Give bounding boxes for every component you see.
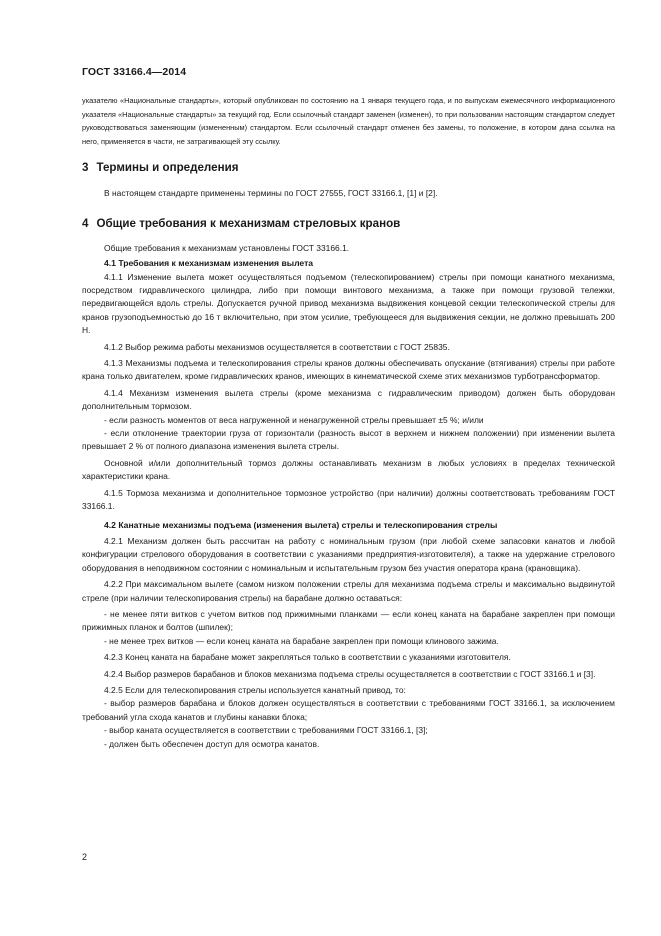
section-4-intro: Общие требования к механизмам установлены ГОСТ 33166.1. <box>104 242 350 253</box>
continuation-paragraph: указателю «Национальные стандарты», который опубликован по состоянию на 1 января текущего года, и по выпускам ежемесячного информационного указателя «Национальные стандарты» за текущий год. Если ссылочный стандарт заменен (изменен), то при пользовании настоящим стандартом следует руководствоваться заменяющим (измененным) стандартом. Если ссылочный стандарт отменен без замены, то положение, в котором дана ссылка на него, применяется в части, не затрагивающей эту ссылку. <box>82 96 615 146</box>
section-3-title: Термины и определения <box>96 161 239 175</box>
subsection-4-2-heading: 4.2 Канатные механизмы подъема (изменения вылета) стрелы и телескопирования стрелы <box>104 519 498 530</box>
clause-4-1-4-bullet-1: - если разность моментов от веса нагруженной и ненагруженной стрелы превышает ±5 %; и/или <box>104 414 484 425</box>
clause-4-1-2: 4.1.2 Выбор режима работы механизмов осуществляется в соответствии с ГОСТ 25835. <box>104 341 450 352</box>
clause-4-1-4: 4.1.4 Механизм изменения вылета стрелы (кроме механизма с гидравлическим приводом) должен быть оборудован дополнительным тормозом. <box>82 387 615 412</box>
page-header-standard-id: ГОСТ 33166.4—2014 <box>82 66 187 78</box>
section-4-title: Общие требования к механизмам стреловых кранов <box>96 216 401 230</box>
clause-4-2-2-bullet-2: - не менее трех витков — если конец каната на барабане закреплен при помощи клинового зажима. <box>104 635 499 646</box>
section-3-heading <box>82 161 615 174</box>
clause-4-1-1: 4.1.1 Изменение вылета может осуществляться подъемом (телескопированием) стрелы при помощи канатного механизма, посредством гидравлического цилиндра, либо при помощи винтового механизма, а также при помощи грузовой тележки, передвигающейся вдоль стрелы. Допускается ручной привод механизма выдвижения концевой секции телескопической стрелы для кранов грузоподъемностью до 16 т включительно, при этом усилие, требующееся для выдвижения секции, не должно превышать 200 Н. <box>82 271 615 336</box>
section-4-heading <box>82 217 615 230</box>
page-number: 2 <box>82 852 88 862</box>
subsection-4-1-heading: 4.1 Требования к механизмам изменения вылета <box>104 258 314 269</box>
clause-4-2-3: 4.2.3 Конец каната на барабане может закрепляться только в соответствии с указаниями изготовителя. <box>104 652 511 663</box>
clause-4-2-1: 4.2.1 Механизм должен быть рассчитан на работу с номинальным грузом (при любой схеме запасовки канатов и любой конфигурации стрелового оборудования в соответствии с указаниями предприятия-изготовителя), а также на удержание стрелового оборудования в неподвижном состоянии с номинальным и испытательным грузом без участия оператора крана (крановщика). <box>82 535 615 573</box>
clause-4-1-4-bullet-2: - если отклонение траектории груза от горизонтали (разность высот в верхнем и нижнем положении) при изменении вылета превышает 2 % от полного диапазона изменения вылета стрелы. <box>82 428 615 452</box>
section-4-number: 4 <box>82 216 89 230</box>
clause-4-1-3: 4.1.3 Механизмы подъема и телескопирования стрелы кранов должны обеспечивать опускание (втягивания) стрелы при работе крана только двигателем, кроме гидравлических кранов, имеющих в кинематической схеме этих механизмов турботрансформатор. <box>82 358 615 382</box>
section-3-text: В настоящем стандарте применены термины по ГОСТ 27555, ГОСТ 33166.1, [1] и [2]. <box>104 188 438 199</box>
section-3-number: 3 <box>82 161 89 175</box>
clause-4-2-4: 4.2.4 Выбор размеров барабанов и блоков механизма подъема стрелы осуществляется в соответствии с ГОСТ 33166.1 и [3]. <box>104 668 596 679</box>
clause-4-1-4-note: Основной и/или дополнительный тормоз должны останавливать механизм в любых условиях в пределах технической характеристики крана. <box>82 457 615 482</box>
clause-4-2-5-bullet-2: - выбор каната осуществляется в соответствии с требованиями ГОСТ 33166.1, [3]; <box>104 725 428 736</box>
clause-4-2-5-bullet-3: - должен быть обеспечен доступ для осмотра канатов. <box>104 738 320 749</box>
clause-4-2-5: 4.2.5 Если для телескопирования стрелы используется канатный привод, то: <box>104 684 406 695</box>
clause-4-2-2: 4.2.2 При максимальном вылете (самом низком положении стрелы для механизма подъема стрелы и максимально выдвинутой стреле (при наличии телескопирования стрелы) на барабане должно оставаться: <box>82 579 615 603</box>
document-body <box>82 94 615 751</box>
clause-4-2-5-bullet-1: - выбор размеров барабана и блоков должен осуществляться в соответствии с требованиями ГОСТ 33166.1, за исключением требований угла схода канатов и глубины канавки блока; <box>82 698 615 722</box>
clause-4-1-5: 4.1.5 Тормоза механизма и дополнительное тормозное устройство (при наличии) должны соответствовать требованиям ГОСТ 33166.1. <box>82 487 615 512</box>
clause-4-2-2-bullet-1: - не менее пяти витков с учетом витков под прижимными планками — если конец каната на барабане закреплен при помощи прижимных планок и болтов (шпилек); <box>82 608 615 633</box>
